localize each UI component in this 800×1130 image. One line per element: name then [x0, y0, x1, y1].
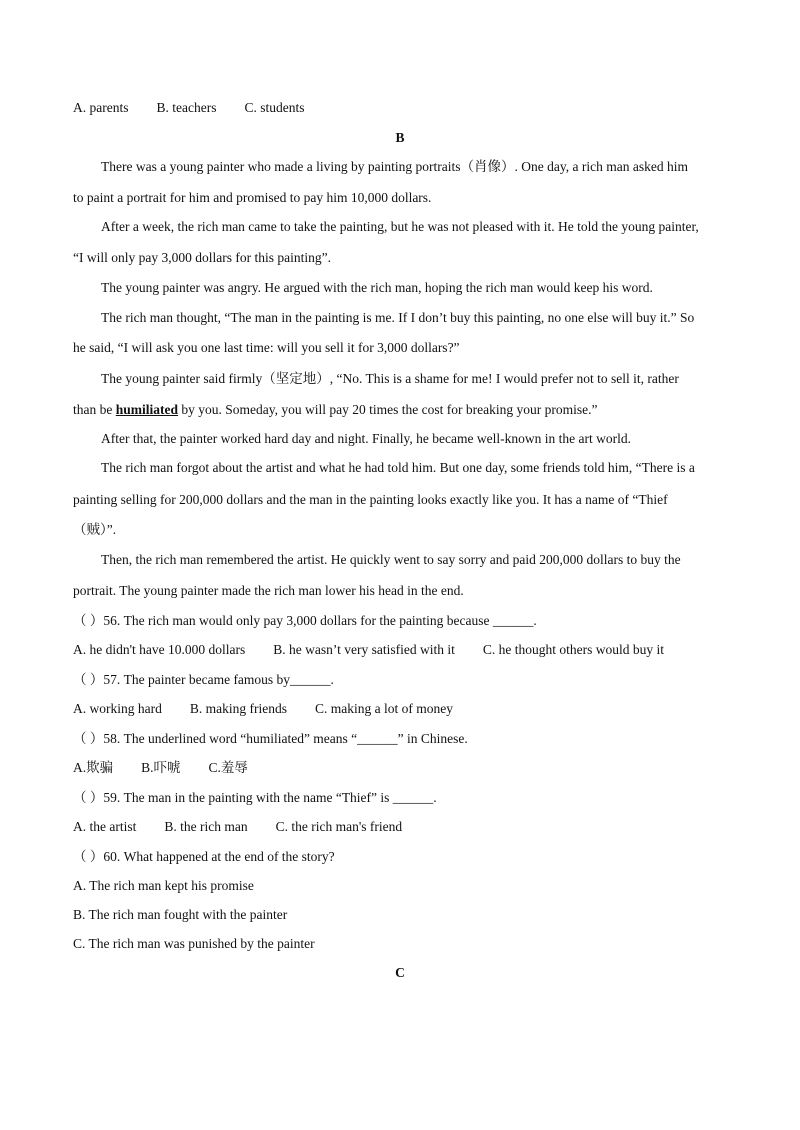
section-c-heading: C [395, 965, 405, 980]
q57-option-b: B. making friends [189, 701, 287, 716]
question-57-options [73, 701, 453, 717]
passage-p5-line2 [73, 402, 597, 418]
question-58: （ ）58. The underlined word “humiliated” means “______” in Chinese. [73, 731, 468, 746]
question-57: （ ）57. The painter became famous by______. [73, 672, 334, 687]
passage-p8-line2: portrait. The young painter made the rich man lower his head in the end. [73, 583, 464, 598]
question-59: （ ）59. The man in the painting with the name “Thief” is ______. [73, 790, 437, 805]
q60-option-a: A. The rich man kept his promise [73, 878, 254, 893]
question-59-options [73, 819, 402, 835]
question-56-options [73, 642, 664, 658]
q59-option-a: A. the artist [73, 819, 137, 834]
q58-option-a: A.欺骗 [73, 760, 114, 775]
q60-option-c: C. The rich man was punished by the painter [73, 936, 315, 951]
passage-p4-line2: he said, “I will ask you one last time: will you sell it for 3,000 dollars?” [73, 340, 460, 355]
q60-option-b: B. The rich man fought with the painter [73, 907, 288, 922]
passage-p3: The young painter was angry. He argued with the rich man, hoping the rich man would keep his word. [101, 280, 653, 295]
passage-p2-line1: After a week, the rich man came to take the painting, but he was not pleased with it. He told the young painter, [101, 219, 699, 234]
q56-option-a: A. he didn't have 10.000 dollars [73, 642, 246, 657]
q59-option-c: C. the rich man's friend [275, 819, 403, 834]
passage-p2-line2: “I will only pay 3,000 dollars for this painting”. [73, 250, 331, 265]
q55-option-a: A. parents [73, 100, 129, 115]
q57-option-a: A. working hard [73, 701, 162, 716]
passage-p1-line2: to paint a portrait for him and promised to pay him 10,000 dollars. [73, 190, 432, 205]
q58-option-c: C.羞辱 [208, 760, 248, 775]
passage-p5-line2-pre: than be [73, 402, 116, 417]
passage-p7-line3: （贼）”. [73, 522, 117, 537]
q56-option-c: C. he thought others would buy it [482, 642, 665, 657]
passage-p4-line1: The rich man thought, “The man in the painting is me. If I don’t buy this painting, no one else will buy it.” So [101, 310, 695, 325]
passage-p5-line2-post: by you. Someday, you will pay 20 times the cost for breaking your promise.” [178, 402, 598, 417]
q55-option-c: C. students [244, 100, 305, 115]
passage-p8-line1: Then, the rich man remembered the artist. He quickly went to say sorry and paid 200,000 dollars to buy the [101, 552, 681, 567]
section-b-heading: B [395, 130, 405, 145]
question-60: （ ）60. What happened at the end of the story? [73, 849, 335, 864]
underlined-word-humiliated: humiliated [115, 402, 179, 417]
passage-p6: After that, the painter worked hard day and night. Finally, he became well-known in the art world. [101, 431, 631, 446]
passage-p5-line1: The young painter said firmly（坚定地）, “No. This is a shame for me! I would prefer not to sell it, rather [101, 371, 679, 386]
q59-option-b: B. the rich man [164, 819, 248, 834]
passage-p7-line1: The rich man forgot about the artist and what he had told him. But one day, some friends told him, “There is a [101, 460, 695, 475]
q57-option-c: C. making a lot of money [314, 701, 453, 716]
q55-option-b: B. teachers [156, 100, 217, 115]
question-56: （ ）56. The rich man would only pay 3,000 dollars for the painting because ______. [73, 613, 537, 628]
question-58-options [73, 760, 248, 776]
q55-options [73, 100, 304, 116]
passage-p7-line2: painting selling for 200,000 dollars and the man in the painting looks exactly like you. It has a name of “Thief [73, 492, 668, 507]
passage-p1-line1: There was a young painter who made a living by painting portraits（肖像）. One day, a rich man asked him [101, 159, 688, 174]
q58-option-b: B.吓唬 [141, 760, 181, 775]
q56-option-b: B. he wasn’t very satisfied with it [273, 642, 455, 657]
